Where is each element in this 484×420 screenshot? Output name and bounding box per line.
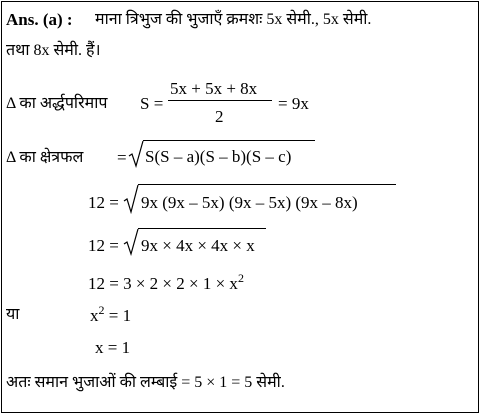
- problem-statement-line2: तथा 8x सेमी. हैं।: [6, 42, 101, 59]
- square-root-sign: [128, 140, 144, 168]
- equation-1-lhs: 12 =: [88, 193, 119, 212]
- equation-4-base: x: [90, 306, 99, 325]
- equation-4-exponent: 2: [98, 303, 105, 317]
- ya-label: या: [6, 306, 20, 323]
- square-root-sign: [123, 184, 139, 214]
- fraction-bar: [168, 100, 272, 101]
- semi-perimeter-result: = 9x: [278, 94, 309, 113]
- semi-perimeter-lhs: S =: [140, 94, 164, 113]
- equation-3-exponent: 2: [237, 271, 244, 285]
- equation-4: [90, 303, 132, 325]
- radical-bar: [143, 140, 315, 141]
- radical-bar: [138, 228, 266, 229]
- answer-label: Ans. (a) :: [6, 10, 73, 29]
- radical-bar: [138, 184, 396, 185]
- area-equals: =: [117, 148, 127, 167]
- fraction-denominator: 2: [215, 107, 224, 126]
- problem-statement-line1: माना त्रिभुज की भुजाएँ क्रमशः 5x सेमी., 5x सेमी.: [95, 11, 372, 28]
- equation-5: x = 1: [95, 338, 131, 357]
- equation-2-lhs: 12 =: [88, 236, 119, 255]
- conclusion: अतः समान भुजाओं की लम्बाई = 5 × 1 = 5 सेमी.: [6, 374, 285, 391]
- area-label: Δ का क्षेत्रफल: [6, 149, 84, 166]
- equation-3-text: 12 = 3 × 2 × 2 × 1 × x: [88, 274, 238, 293]
- fraction-numerator: 5x + 5x + 8x: [170, 79, 258, 98]
- area-radicand: S(S – a)(S – b)(S – c): [145, 147, 292, 166]
- semi-perimeter-label: Δ का अर्द्धपरिमाप: [6, 95, 108, 112]
- equation-3: [88, 271, 244, 293]
- square-root-sign: [123, 228, 139, 256]
- equation-2-radicand: 9x × 4x × 4x × x: [141, 236, 255, 255]
- equation-4-rest: = 1: [104, 306, 132, 325]
- equation-1-radicand: 9x (9x – 5x) (9x – 5x) (9x – 8x): [141, 193, 358, 212]
